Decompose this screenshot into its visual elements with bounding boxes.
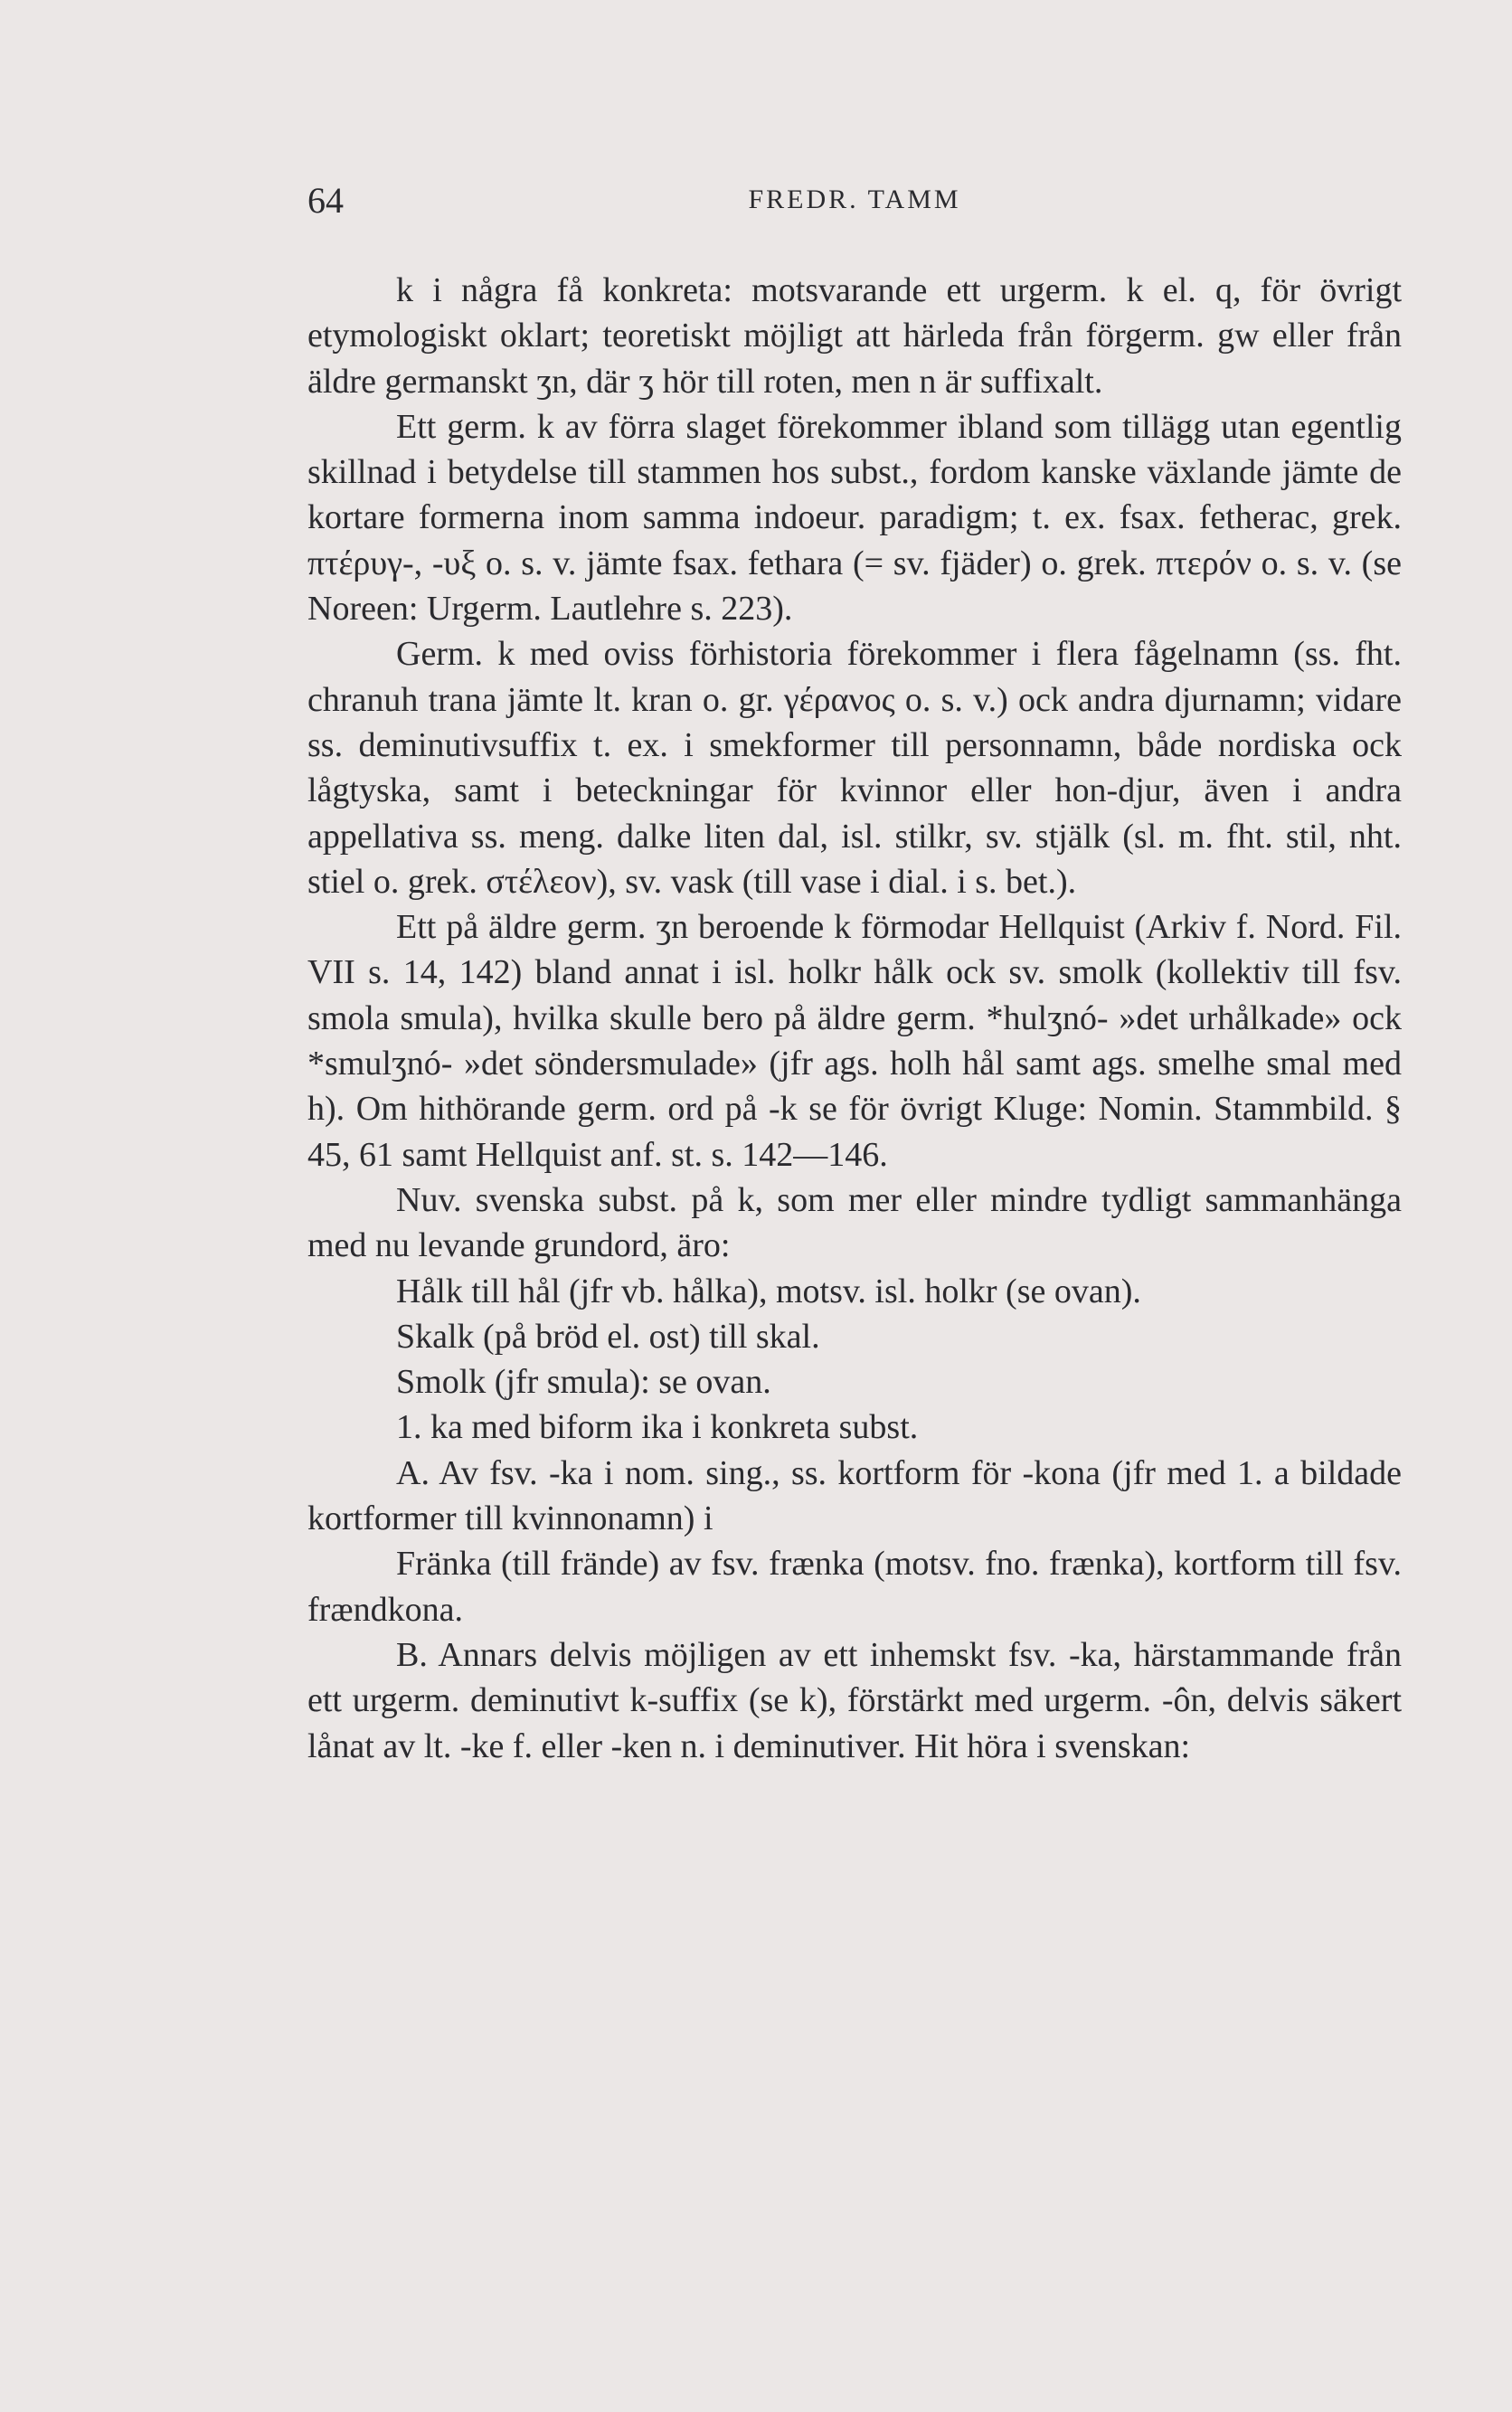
body-text: [307, 268, 1402, 1769]
page-number: 64: [307, 180, 344, 221]
paragraph: B. Annars delvis möjligen av ett inhemskt fsv. -ka, härstammande från ett urgerm. deminutivt k-suffix (se k), förstärkt med urgerm. -ôn, delvis säkert lånat av lt. -ke f. eller -ken n. i deminutiver. Hit höra i svenskan:: [307, 1635, 1402, 1765]
paragraph: Skalk (på bröd el. ost) till skal.: [396, 1317, 820, 1356]
paragraph: Ett på äldre germ. ʒn beroende k förmodar Hellquist (Arkiv f. Nord. Fil. VII s. 14, 142) bland annat i isl. holkr hålk ock sv. smolk (kollektiv till fsv. smola smula), hvilka skulle bero på äldre germ. *hulʒnó- »det urhålkade» ock *smulʒnó- »det söndersmulade» (jfr ags. holh hål samt ags. smelhe smal med h). Om hithörande germ. ord på -k se för övrigt Kluge: Nomin. Stammbild. § 45, 61 samt Hellquist anf. st. s. 142—146.: [307, 908, 1402, 1174]
paragraph: Germ. k med oviss förhistoria förekommer i flera fågelnamn (ss. fht. chranuh trana jämte lt. kran o. gr. γέρανος o. s. v.) ock andra djurnamn; vidare ss. deminutivsuffix t. ex. i smekformer till personnamn, både nordiska ock lågtyska, samt i beteckningar för kvinnor eller hon-djur, även i andra appellativa ss. meng. dalke liten dal, isl. stilkr, sv. stjälk (sl. m. fht. stil, nht. stiel o. grek. στέλεον), sv. vask (till vase i dial. i s. bet.).: [307, 635, 1402, 901]
paragraph: Smolk (jfr smula): se ovan.: [396, 1363, 771, 1402]
paragraph: Fränka (till frände) av fsv. frænka (motsv. fno. frænka), kortform till fsv. frændkona.: [307, 1545, 1402, 1629]
paragraph: Ett germ. k av förra slaget förekommer ibland som tillägg utan egentlig skillnad i betydelse till stammen hos subst., fordom kanske växlande jämte de kortare formerna inom samma indoeur. paradigm; t. ex. fsax. fetherac, grek. πτέρυγ-, -υξ o. s. v. jämte fsax. fethara (= sv. fjäder) o. grek. πτερόν o. s. v. (se Noreen: Urgerm. Lautlehre s. 223).: [307, 407, 1402, 629]
page-header: [307, 179, 1402, 224]
paragraph: k i några få konkreta: motsvarande ett urgerm. k el. q, för övrigt etymologiskt oklart; teoretiskt möjligt att härleda från förgerm. gw eller från äldre germanskt ʒn, där ʒ hör till roten, men n är suffixalt.: [307, 271, 1402, 401]
paragraph: 1. ka med biform ika i konkreta subst.: [396, 1408, 919, 1447]
paragraph: A. Av fsv. -ka i nom. sing., ss. kortform för -kona (jfr med 1. a bildade kortformer till kvinnonamn) i: [307, 1453, 1402, 1538]
running-head: FREDR. TAMM: [748, 184, 961, 214]
paragraph: Hålk till hål (jfr vb. hålka), motsv. isl. holkr (se ovan).: [396, 1272, 1141, 1310]
paragraph: Nuv. svenska subst. på k, som mer eller mindre tydligt sammanhänga med nu levande grundord, äro:: [307, 1180, 1402, 1265]
